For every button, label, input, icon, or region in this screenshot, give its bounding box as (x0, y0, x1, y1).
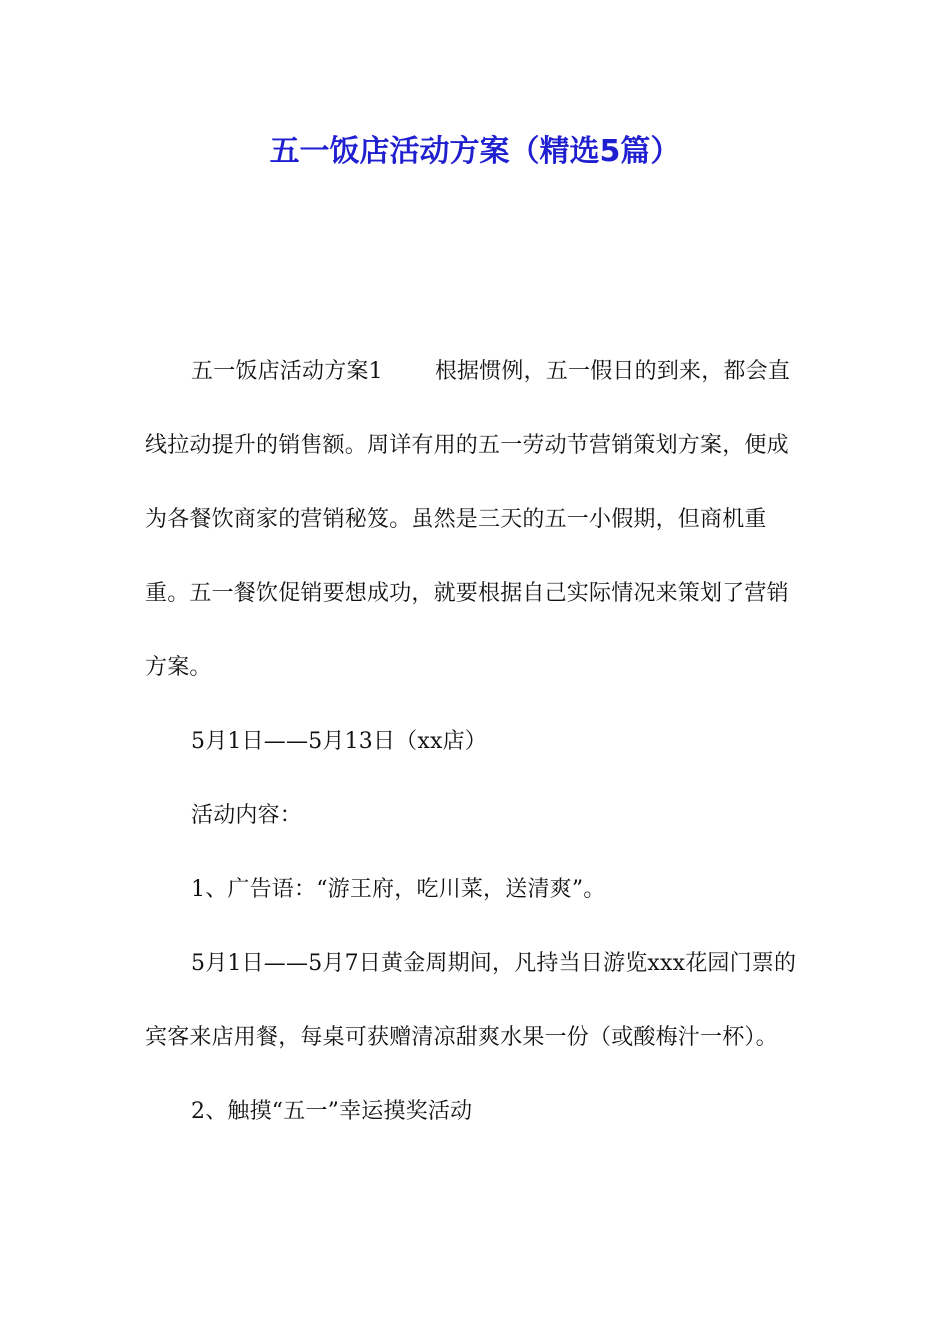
paragraph-intro (145, 335, 810, 705)
document-title: 五一饭店活动方案（精选5篇） (269, 134, 681, 169)
document-body (145, 335, 810, 1149)
paragraph-item-1-detail: 5月1日——5月7日黄金周期间，凡持当日游览xxx花园门票的宾客来店用餐，每桌可获赠清凉甜爽水果一份（或酸梅汁一杯）。 (145, 951, 797, 1050)
paragraph-text: 根据惯例，五一假日的到来，都会直线拉动提升的销售额。周详有用的五一劳动节营销策划方案，便成为各餐饮商家的营销秘笈。虽然是三天的五一小假期，但商机重重。五一餐饮促销要想成功，就要根据自己实际情况来策划了营销方案。 (145, 359, 791, 680)
paragraph-date-range: 5月1日——5月13日（xx店） (191, 729, 488, 754)
paragraph-item-2: 2、触摸“五一”幸运摸奖活动 (191, 1099, 473, 1124)
paragraph-activity-label: 活动内容： (191, 803, 303, 828)
section-heading: 五一饭店活动方案1 (191, 359, 383, 384)
paragraph-item-1: 1、广告语：“游王府，吃川菜，送清爽”。 (191, 877, 606, 902)
